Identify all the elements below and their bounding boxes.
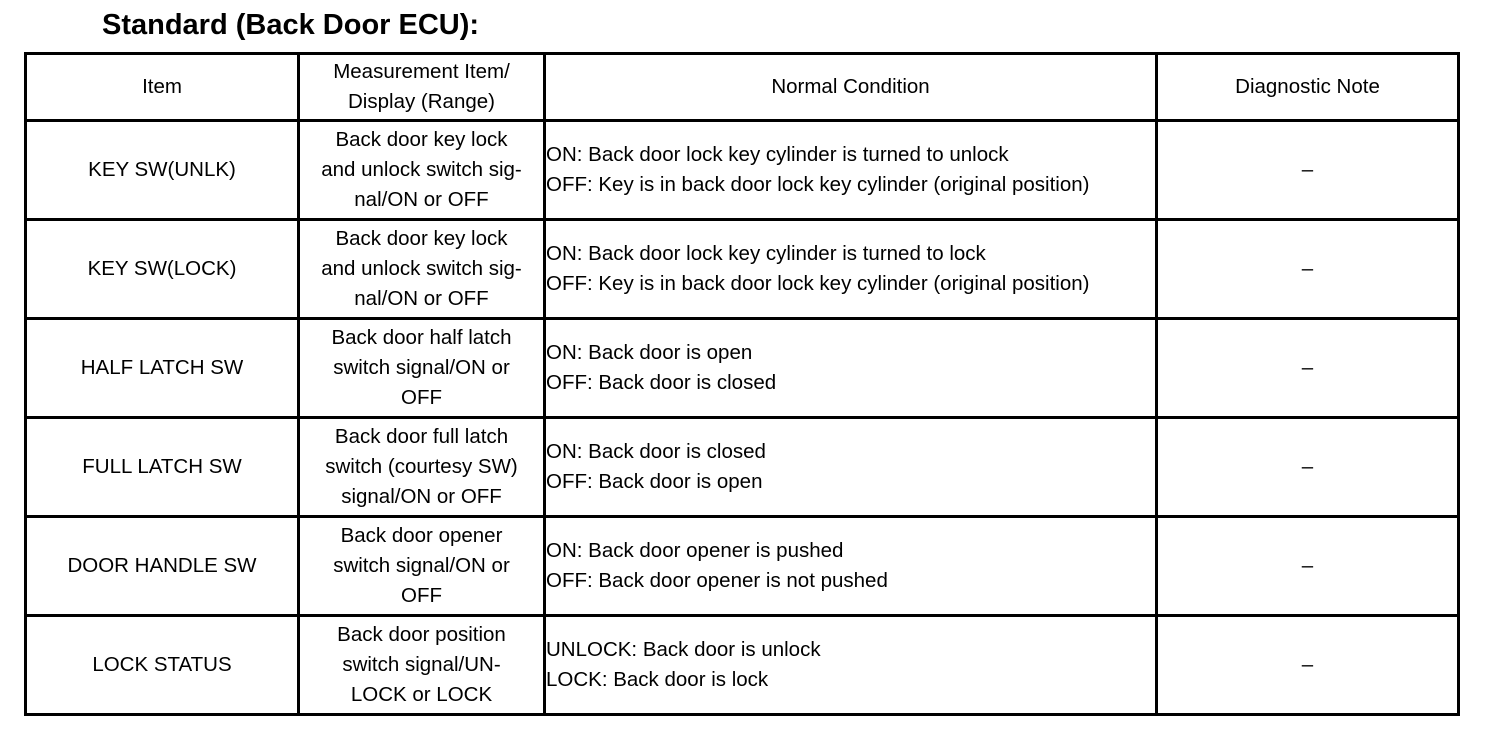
measurement-line: Back door position (337, 623, 506, 646)
condition-line: OFF: Key is in back door lock key cylinder (original position) (546, 272, 1090, 295)
header-measurement (299, 54, 545, 121)
measurement-line: and unlock switch sig- (321, 257, 522, 280)
measurement-cell (299, 616, 545, 715)
measurement-line: Back door key lock (335, 227, 508, 250)
item-cell: LOCK STATUS (26, 616, 299, 715)
condition-cell (545, 220, 1157, 319)
condition-cell (545, 121, 1157, 220)
measurement-line: switch signal/UN- (342, 653, 501, 676)
item-cell: HALF LATCH SW (26, 319, 299, 418)
page-title: Standard (Back Door ECU): (102, 9, 480, 41)
measurement-line: and unlock switch sig- (321, 158, 522, 181)
table-row (26, 616, 1459, 715)
measurement-cell (299, 121, 545, 220)
table-row (26, 220, 1459, 319)
condition-line: OFF: Key is in back door lock key cylinder (original position) (546, 173, 1090, 196)
condition-line: OFF: Back door is open (546, 470, 763, 493)
condition-line: ON: Back door lock key cylinder is turned to lock (546, 242, 986, 265)
measurement-cell (299, 319, 545, 418)
note-cell: – (1157, 220, 1459, 319)
condition-line: LOCK: Back door is lock (546, 668, 769, 691)
note-cell: – (1157, 616, 1459, 715)
item-cell: KEY SW(UNLK) (26, 121, 299, 220)
condition-line: ON: Back door is open (546, 341, 753, 364)
condition-line: ON: Back door opener is pushed (546, 539, 844, 562)
condition-line: UNLOCK: Back door is unlock (546, 638, 821, 661)
header-normal-condition: Normal Condition (545, 54, 1157, 121)
table-row (26, 319, 1459, 418)
table-row (26, 121, 1459, 220)
condition-cell (545, 616, 1157, 715)
measurement-line: LOCK or LOCK (350, 683, 493, 706)
item-cell: KEY SW(LOCK) (26, 220, 299, 319)
note-cell: – (1157, 319, 1459, 418)
condition-line: OFF: Back door opener is not pushed (546, 569, 888, 592)
measurement-cell (299, 517, 545, 616)
item-cell: DOOR HANDLE SW (26, 517, 299, 616)
condition-line: ON: Back door is closed (546, 440, 766, 463)
table-header-row (26, 54, 1459, 121)
condition-line: OFF: Back door is closed (546, 371, 777, 394)
measurement-line: Back door key lock (335, 128, 508, 151)
note-cell: – (1157, 517, 1459, 616)
condition-cell (545, 517, 1157, 616)
measurement-line: signal/ON or OFF (341, 485, 502, 508)
data-table (24, 52, 1460, 716)
measurement-line: switch signal/ON or (333, 356, 510, 379)
measurement-line: Back door full latch (334, 425, 509, 448)
header-item: Item (26, 54, 299, 121)
item-cell: FULL LATCH SW (26, 418, 299, 517)
measurement-line: nal/ON or OFF (354, 287, 489, 310)
header-measurement-line-1: Measurement Item/ (333, 60, 510, 83)
measurement-line: nal/ON or OFF (354, 188, 489, 211)
measurement-line: switch (courtesy SW) (325, 455, 518, 478)
measurement-line: Back door opener (340, 524, 503, 547)
note-cell: – (1157, 418, 1459, 517)
condition-line: ON: Back door lock key cylinder is turned to unlock (546, 143, 1009, 166)
condition-cell (545, 418, 1157, 517)
measurement-line: Back door half latch (331, 326, 512, 349)
table-row (26, 418, 1459, 517)
measurement-line: OFF (401, 386, 442, 409)
table-row (26, 517, 1459, 616)
header-measurement-line-2: Display (Range) (348, 90, 495, 113)
header-diagnostic-note: Diagnostic Note (1157, 54, 1459, 121)
measurement-cell (299, 418, 545, 517)
measurement-line: switch signal/ON or (333, 554, 510, 577)
condition-cell (545, 319, 1157, 418)
note-cell: – (1157, 121, 1459, 220)
measurement-line: OFF (401, 584, 442, 607)
measurement-cell (299, 220, 545, 319)
